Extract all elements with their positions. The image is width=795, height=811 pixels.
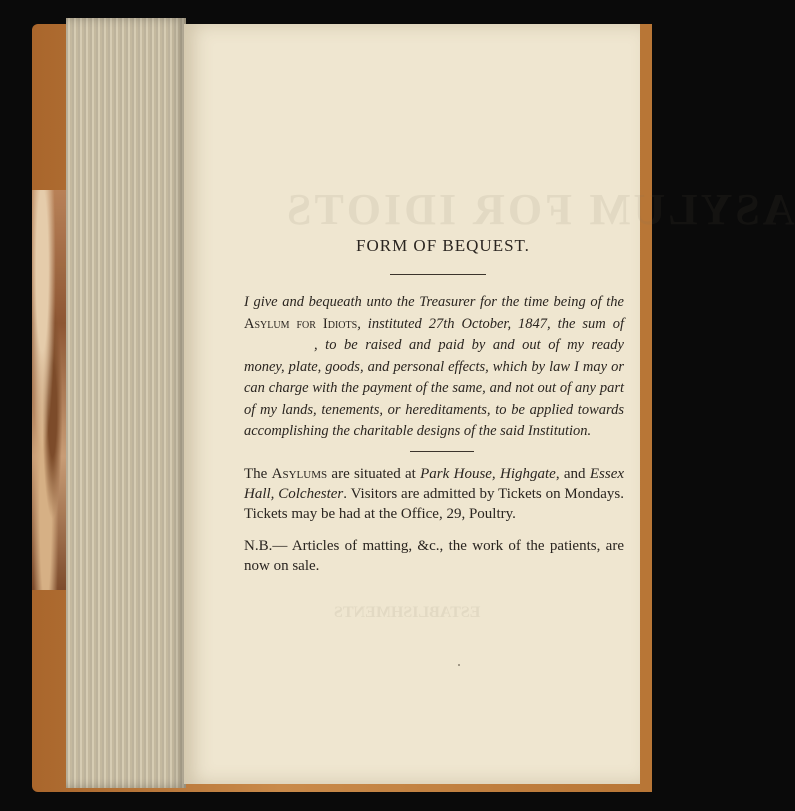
page-title: FORM OF BEQUEST. [356,236,530,255]
bleed-through-text: ESTABLISHMENTS [334,604,481,621]
bequest-paragraph [244,292,624,443]
bequest-text-2: , instituted 27th October, 1847, the sum of [357,315,625,332]
asylums-word: Asylums [271,466,328,482]
info-tail: . Visitors are admitted by Tickets on Mondays. Tickets may be had at the Office, 29, Poultry. [244,486,624,522]
place-essex-hall: Essex Hall, Colchester [244,466,625,502]
place-park-house: Park House, Highgate [420,466,556,482]
info-mid-2: , and [555,466,590,482]
page-speck [458,664,460,666]
bleed-through-title: ASYLUM FOR IDIOTS [284,185,795,234]
page-edges [66,18,186,788]
title-rule [390,274,486,275]
info-mid-1: are situated at [327,466,421,482]
book-page [184,24,795,784]
bequest-text-1: I give and bequeath unto the Treasurer for the time being of the [244,294,624,310]
visit-info-paragraph [244,464,624,524]
bequest-text-3: , to be raised and paid by and out of my ready money, plate, goods, and personal effects, which by law I may or can charge with the payment of the same, and not out of any part of my lands, tenements, or hereditaments, to be applied towards accomplishing the charitable designs of the said Institution. [244,337,624,439]
section-rule [410,451,474,452]
nb-paragraph: N.B.— Articles of matting, &c., the work of the patients, are now on sale. [244,538,624,574]
info-lead: The [244,466,272,482]
institution-name: Asylum for Idiots [244,315,358,332]
marbled-endpaper [32,190,66,590]
